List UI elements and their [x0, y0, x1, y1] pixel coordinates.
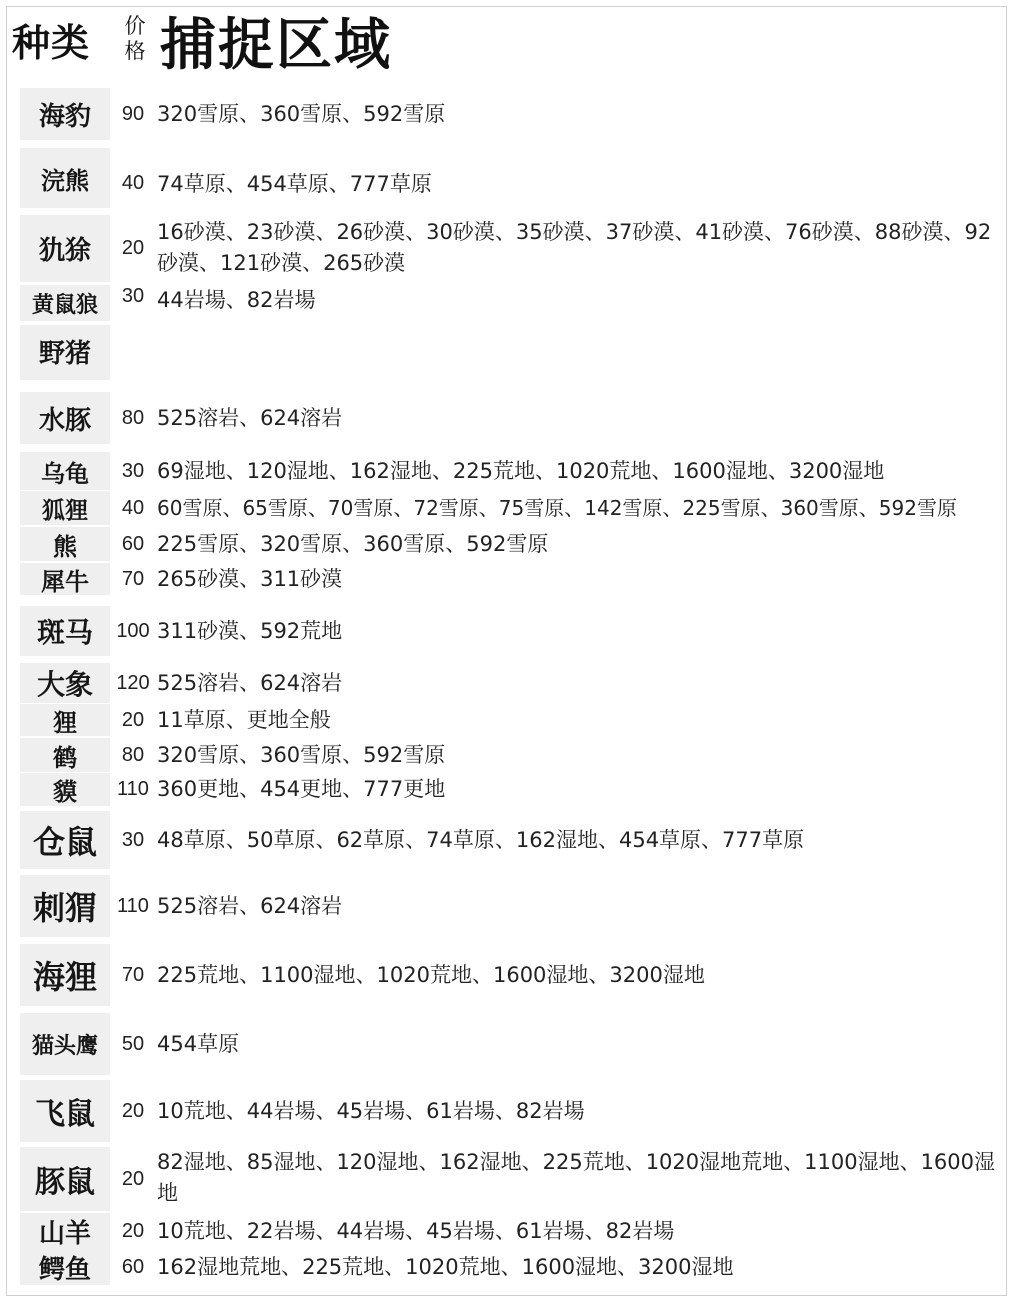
- table-row: [0, 491, 1018, 525]
- area-text: 225荒地、1100湿地、1020荒地、1600湿地、3200湿地: [157, 962, 705, 987]
- species-cell: 黄鼠狼: [20, 285, 110, 321]
- price-cell: 50: [121, 1032, 145, 1055]
- area-text: 525溶岩、624溶岩: [157, 405, 343, 430]
- species-cell: 鳄鱼: [20, 1249, 110, 1285]
- table-row: [0, 875, 1018, 937]
- price-cell: 90: [121, 102, 145, 125]
- table-row: [0, 215, 1018, 282]
- price-cell: 20: [121, 237, 145, 259]
- area-text: 48草原、50草原、62草原、74草原、162湿地、454草原、777草原: [157, 827, 805, 852]
- area-text: 44岩場、82岩場: [157, 288, 316, 312]
- area-text: 74草原、454草原、777草原: [157, 171, 432, 196]
- table-row: [0, 1249, 1018, 1285]
- table-row: [0, 704, 1018, 736]
- species-cell: 刺猬: [20, 875, 110, 937]
- area-text: 60雪原、65雪原、70雪原、72雪原、75雪原、142雪原、225雪原、360雪原、592雪原: [157, 495, 957, 520]
- species-cell: 豚鼠: [20, 1147, 110, 1211]
- area-text: 11草原、更地全般: [157, 707, 331, 732]
- price-column-header: [118, 14, 152, 64]
- table-row: [0, 452, 1018, 490]
- species-cell: 鹤: [20, 738, 110, 772]
- area-text: 265砂漠、311砂漠: [157, 566, 343, 591]
- table-row: [0, 606, 1018, 656]
- price-header-top: 价: [124, 14, 146, 38]
- price-cell: 80: [121, 743, 145, 766]
- table-row: [0, 1013, 1018, 1075]
- area-cell: [157, 738, 1009, 772]
- species-cell: 乌龟: [20, 452, 110, 490]
- area-cell: [157, 1013, 1009, 1075]
- table-row: [0, 1080, 1018, 1142]
- area-text: 525溶岩、624溶岩: [157, 670, 343, 695]
- price-cell: [112, 325, 154, 380]
- area-text: 320雪原、360雪原、592雪原: [157, 101, 446, 126]
- area-text: 10荒地、22岩場、44岩場、45岩場、61岩場、82岩場: [157, 1218, 675, 1243]
- area-cell: [157, 88, 1009, 140]
- area-cell: [157, 392, 1009, 444]
- area-text: 320雪原、360雪原、592雪原: [157, 742, 446, 767]
- species-cell: 水豚: [20, 392, 110, 444]
- area-cell: [157, 704, 1009, 736]
- price-cell: 70: [121, 963, 145, 986]
- price-cell: 20: [121, 1167, 145, 1190]
- area-cell: [157, 491, 1009, 525]
- area-text: 82湿地、85湿地、120湿地、162湿地、225荒地、1020湿地荒地、1100湿地、1600湿地: [157, 1150, 996, 1205]
- table-row: [0, 1147, 1018, 1211]
- species-cell: 野猪: [20, 325, 110, 380]
- table-row: [0, 663, 1018, 703]
- area-cell: [157, 875, 1009, 937]
- price-cell: 20: [121, 1219, 145, 1242]
- price-cell: 30: [121, 459, 145, 482]
- area-cell: [157, 1080, 1009, 1142]
- area-text: 311砂漠、592荒地: [157, 618, 343, 643]
- price-cell: 70: [121, 567, 145, 590]
- table-row: [0, 563, 1018, 595]
- area-cell: [157, 527, 1009, 561]
- species-cell: 犀牛: [20, 563, 110, 595]
- species-column-header: 种类: [12, 21, 91, 65]
- price-cell: 110: [117, 778, 149, 800]
- area-cell: [157, 452, 1009, 490]
- table-row: [0, 1213, 1018, 1249]
- area-cell: [157, 663, 1009, 703]
- area-text: 454草原: [157, 1031, 240, 1056]
- table-row: [0, 773, 1018, 806]
- price-cell: 60: [121, 1255, 145, 1278]
- table-row: [0, 148, 1018, 208]
- area-cell: [157, 1213, 1009, 1249]
- species-cell: 狸: [20, 704, 110, 736]
- price-cell: 60: [121, 532, 145, 555]
- species-cell: 浣熊: [20, 148, 110, 208]
- area-cell: [157, 325, 1009, 380]
- price-cell: 80: [121, 406, 145, 429]
- table-row: [0, 527, 1018, 561]
- table-row: [0, 285, 1018, 321]
- table-row: [0, 738, 1018, 772]
- species-cell: 猫头鹰: [20, 1013, 110, 1075]
- area-cell: [157, 773, 1009, 806]
- area-cell: [157, 148, 1009, 208]
- price-cell: 110: [117, 894, 149, 917]
- price-cell: 20: [121, 708, 145, 731]
- area-text: 225雪原、320雪原、360雪原、592雪原: [157, 531, 549, 556]
- area-cell: [157, 944, 1009, 1006]
- area-cell: [157, 606, 1009, 656]
- price-header-bottom: 格: [124, 39, 146, 63]
- area-cell: [157, 563, 1009, 595]
- price-cell: 30: [121, 828, 145, 851]
- species-cell: 飞鼠: [20, 1080, 110, 1142]
- area-cell: [157, 1249, 1009, 1285]
- area-text: 16砂漠、23砂漠、26砂漠、30砂漠、35砂漠、37砂漠、41砂漠、76砂漠、88砂漠、92砂漠、121砂漠、265砂漠: [157, 220, 992, 275]
- price-cell: 20: [121, 1099, 145, 1122]
- area-column-header: 捕捉区域: [160, 13, 392, 78]
- species-cell: 犰狳: [20, 215, 110, 282]
- species-cell: 大象: [20, 663, 110, 703]
- species-cell: 仓鼠: [20, 811, 110, 869]
- area-cell: [157, 215, 1009, 282]
- table-row: [0, 392, 1018, 444]
- price-cell: 40: [121, 496, 145, 519]
- area-text: 162湿地荒地、225荒地、1020荒地、1600湿地、3200湿地: [157, 1254, 734, 1279]
- species-cell: 海豹: [20, 88, 110, 140]
- species-cell: 海狸: [20, 944, 110, 1006]
- species-cell: 斑马: [20, 606, 110, 656]
- area-text: 360更地、454更地、777更地: [157, 777, 446, 801]
- area-text: 525溶岩、624溶岩: [157, 893, 343, 918]
- area-text: 69湿地、120湿地、162湿地、225荒地、1020荒地、1600湿地、3200湿地: [157, 458, 885, 483]
- species-cell: 貘: [20, 773, 110, 806]
- species-cell: 狐狸: [20, 491, 110, 525]
- species-cell: 熊: [20, 527, 110, 561]
- table-row: [0, 944, 1018, 1006]
- species-cell: 山羊: [20, 1213, 110, 1249]
- area-cell: [157, 285, 1009, 321]
- price-cell: 40: [121, 171, 145, 194]
- area-text: 10荒地、44岩場、45岩場、61岩場、82岩場: [157, 1098, 585, 1123]
- price-cell: 120: [116, 671, 150, 694]
- price-cell: 30: [121, 285, 145, 307]
- area-cell: [157, 811, 1009, 869]
- area-cell: [157, 1147, 1009, 1211]
- table-row: [0, 88, 1018, 140]
- table-row: [0, 325, 1018, 380]
- price-cell: 100: [116, 619, 150, 642]
- table-row: [0, 811, 1018, 869]
